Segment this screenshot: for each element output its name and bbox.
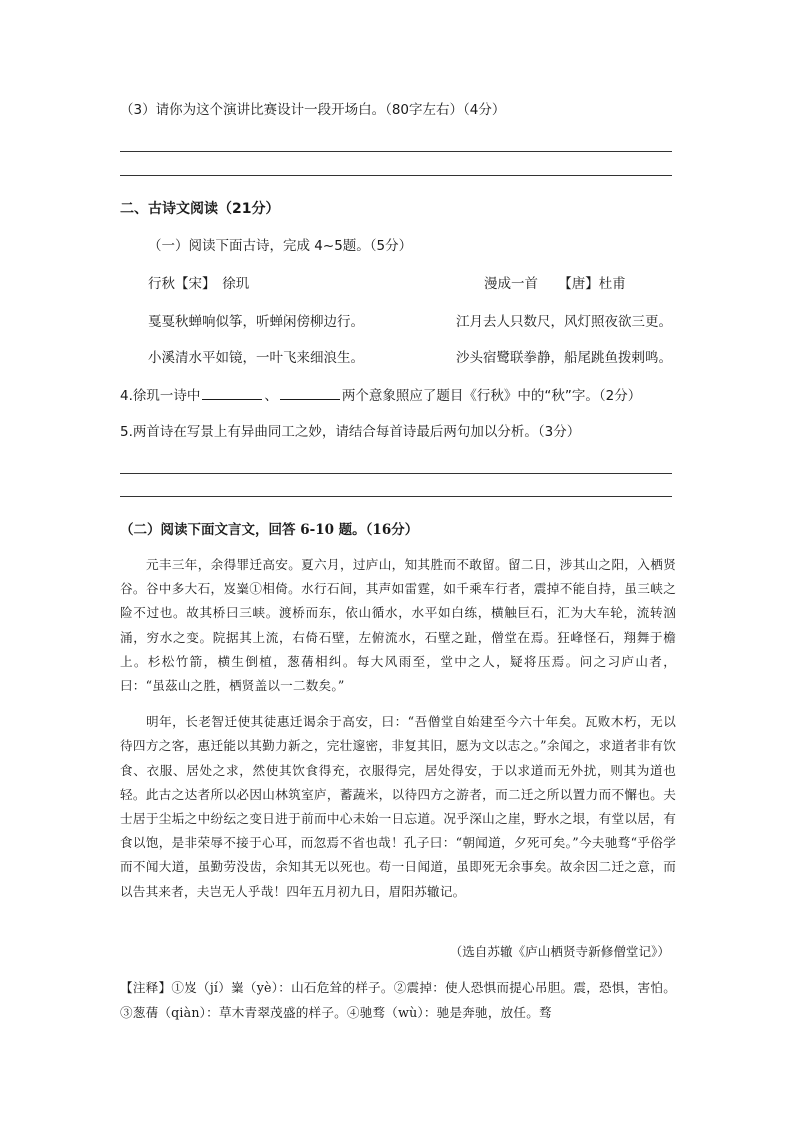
q4-post: 两个意象照应了题目《行秋》中的“秋”字。（2分） xyxy=(341,388,642,404)
poem1-title: 行秋【宋】 徐玑 xyxy=(148,276,250,292)
answer-line[interactable] xyxy=(120,496,672,497)
source-citation: （选自苏辙《庐山栖贤寺新修僧堂记》） xyxy=(449,944,670,959)
question-5: 5.两首诗在写景上有异曲同工之妙，请结合每首诗最后两句加以分析。（3分） xyxy=(120,424,581,440)
prose-paragraph-2: 明年，长老智迁使其徒惠迁谒余于高安，曰：“吾僧堂自始建至今六十年矣。瓦败木朽，无以待四方之客，惠迁能以其勤力新之，完壮邃密，非复其旧，愿为文以志之。”余闻之，求道者非有饮食、衣服、居处之求，然使其饮食得充，衣服得完，居处得安，于以求道而无外扰，则其为道也轻。此古之达者所以必因山林筑室庐，蓄蔬米，以待四方之游者，而二迁之所以置力而不懈也。夫士居于尘垢之中纷纭之变日进于前而中心未始一日忘道。况乎深山之崖，野水之垠，有堂以居，有食以饱，是非荣辱不接于心耳，而忽焉不省也哉！孔子曰：“朝闻道，夕死可矣。”今夫驰骛“乎俗学而不闻大道，虽勤劳没齿，余知其无以死也。苟一日闻道，虽即死无余事矣。故余因二迁之意，而以告其来者，夫岂无人乎哉！四年五月初九日，眉阳苏辙记。 xyxy=(120,714,676,899)
section-title: 二、古诗文阅读（21分） xyxy=(120,201,280,217)
q4-mid: 、 xyxy=(264,388,278,404)
poem2-line2: 沙头宿鹭联拳静，船尾跳鱼拨剌鸣。 xyxy=(456,350,672,366)
classical-prose xyxy=(120,553,676,904)
answer-line[interactable] xyxy=(120,473,672,474)
answer-line[interactable] xyxy=(120,175,672,176)
poem1-line1: 戛戛秋蝉响似筝，听蝉闲傍柳边行。 xyxy=(148,314,364,330)
q4-pre: 4.徐玑一诗中 xyxy=(120,388,201,404)
q4-blank-1[interactable] xyxy=(202,387,262,400)
poem2-line1: 江月去人只数尺，风灯照夜欲三更。 xyxy=(456,314,672,330)
annotations xyxy=(120,975,676,1025)
poem2-title: 漫成一首 【唐】杜甫 xyxy=(484,276,626,292)
part1-intro: （一）阅读下面古诗，完成 4~5题。（5分） xyxy=(148,238,413,254)
prose-paragraph-1: 元丰三年，余得罪迁高安。夏六月，过庐山，知其胜而不敢留。留二日，涉其山之阳，入栖贤谷。谷中多大石，岌嶪①相倚。水行石间，其声如雷霆，如千乘车行者，震掉不能自持，虽三峡之险不过也。故其桥曰三峡。渡桥而东，依山循水，水平如白练，横触巨石，汇为大车轮，流转汹涌，穷水之变。院据其上流，右倚石壁，左俯流水，石壁之趾，僧堂在焉。狂峰怪石，翔舞于檐上。杉松竹箭，横生倒植，葱蒨相纠。每大风雨至，堂中之人，疑将压焉。问之习庐山者，曰：“虽茲山之胜，栖贤盖以一二数矣。” xyxy=(120,557,676,694)
question-3: （3）请你为这个演讲比赛设计一段开场白。（80字左右）（4分） xyxy=(120,102,506,118)
question-4 xyxy=(120,384,641,404)
poem1-line2: 小溪清水平如镜，一叶飞来细浪生。 xyxy=(148,350,364,366)
answer-line[interactable] xyxy=(120,151,672,152)
notes-text: 【注释】①岌（jí）嶪（yè）：山石危耸的样子。②震掉：使人恐惧而提心吊胆。震，恐惧，害怕。③葱蒨（qiàn）：草木青翠茂盛的样子。④驰骛（wù）：驰是奔驰，放任。骛 xyxy=(120,980,676,1020)
part2-title: （二）阅读下面文言文，回答 6-10 题。（16分） xyxy=(120,522,419,538)
q4-blank-2[interactable] xyxy=(280,387,340,400)
